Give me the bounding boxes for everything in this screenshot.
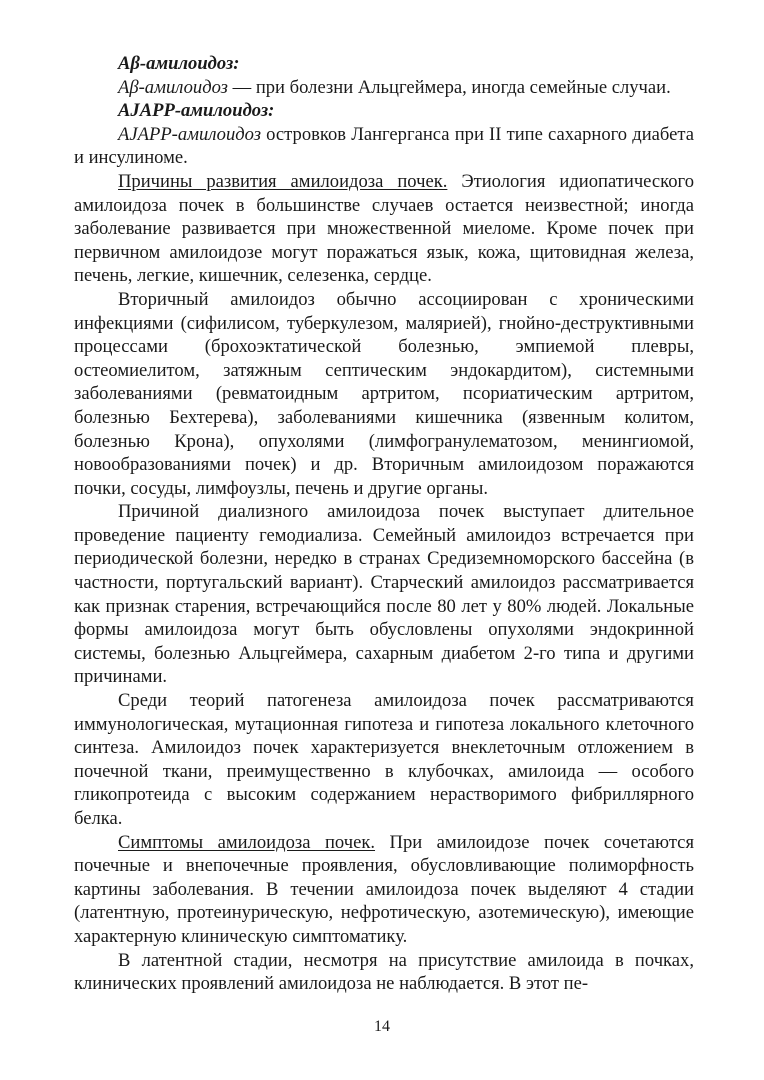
latent-stage-paragraph: В латентной стадии, несмотря на присутствие амилоида в почках, клинических проявлений амилоидоза не наблюдается. В этот пе- bbox=[74, 949, 694, 995]
abeta-text: — при болезни Альцгеймера, иногда семейные случаи. bbox=[227, 76, 671, 98]
causes-paragraph bbox=[74, 170, 694, 288]
page-number: 14 bbox=[374, 1018, 390, 1035]
symptoms-paragraph bbox=[74, 831, 694, 949]
symptoms-text: При амилоидозе почек сочетаются почечные и внепочечные проявления, обусловливающие полиморфность картины заболевания. В течении амилоидоза почек выделяют 4 стадии (латентную, протеинурическую, нефротическую, азотемическую), имеющие характерную клиническую симптоматику. bbox=[74, 831, 694, 947]
ajapp-text: островков Лангерганса при II типе сахарного диабета и инсулиноме. bbox=[74, 123, 694, 169]
causes-text: Этиология идиопатического амилоидоза почек в большинстве случаев остается неизвестной; иногда заболевание развивается при множественной миеломе. Кроме почек при первичном амилоидозе могут поражаться язык, кожа, щитовидная железа, печень, легкие, кишечник, селезенка, сердце. bbox=[74, 170, 694, 287]
pathogenesis-paragraph: Среди теорий патогенеза амилоидоза почек рассматриваются иммунологическая, мутационная гипотеза и гипотеза локального клеточного синтеза. Амилоидоз почек характеризуется внеклеточным отложением в почечной ткани, преимущественно в клубочках, амилоида — особого гликопротеида с высоким содержанием нерастворимого фибриллярного белка. bbox=[74, 690, 694, 829]
ajapp-paragraph bbox=[74, 123, 694, 170]
causes-title: Причины развития амилоидоза почек. bbox=[118, 170, 448, 192]
ajapp-heading: AJAPP-амилоидоз: bbox=[118, 100, 275, 122]
abeta-paragraph bbox=[74, 76, 694, 100]
symptoms-title: Симптомы амилоидоза почек. bbox=[118, 831, 376, 853]
abeta-term: Aβ-амилоидоз bbox=[118, 76, 228, 98]
secondary-amyloidosis-paragraph: Вторичный амилоидоз обычно ассоциирован с хроническими инфекциями (сифилисом, туберкулезом, малярией), гнойно-деструктивными процессами (брохоэктатической болезнью, эмпиемой плевры, остеомиелитом, затяжным септическим эндокардитом), системными заболеваниями (ревматоидным артритом, псориатическим артритом, болезнью Бехтерева), заболеваниями кишечника (язвенным колитом, болезнью Крона), опухолями (лимфогранулематозом, менингиомой, новообразованиями почек) и др. Вторичным амилоидозом поражаются почки, сосуды, лимфоузлы, печень и другие органы. bbox=[74, 288, 694, 499]
abeta-heading: Aβ-амилоидоз: bbox=[118, 53, 240, 74]
dialysis-amyloidosis-paragraph: Причиной диализного амилоидоза почек выступает длительное проведение пациенту гемодиализа. Семейный амилоидоз встречается при периодической болезни, нередко в странах Средиземноморского бассейна (в частности, португальский вариант). Старческий амилоидоз рассматривается как признак старения, встречающийся после 80 лет у 80% людей. Локальные формы амилоидоза могут быть обусловлены опухолями эндокринной системы, болезнью Альцгеймера, сахарным диабетом 2-го типа и другими причинами. bbox=[74, 501, 694, 688]
ajapp-term: AJAPP-амилоидоз bbox=[118, 123, 261, 145]
